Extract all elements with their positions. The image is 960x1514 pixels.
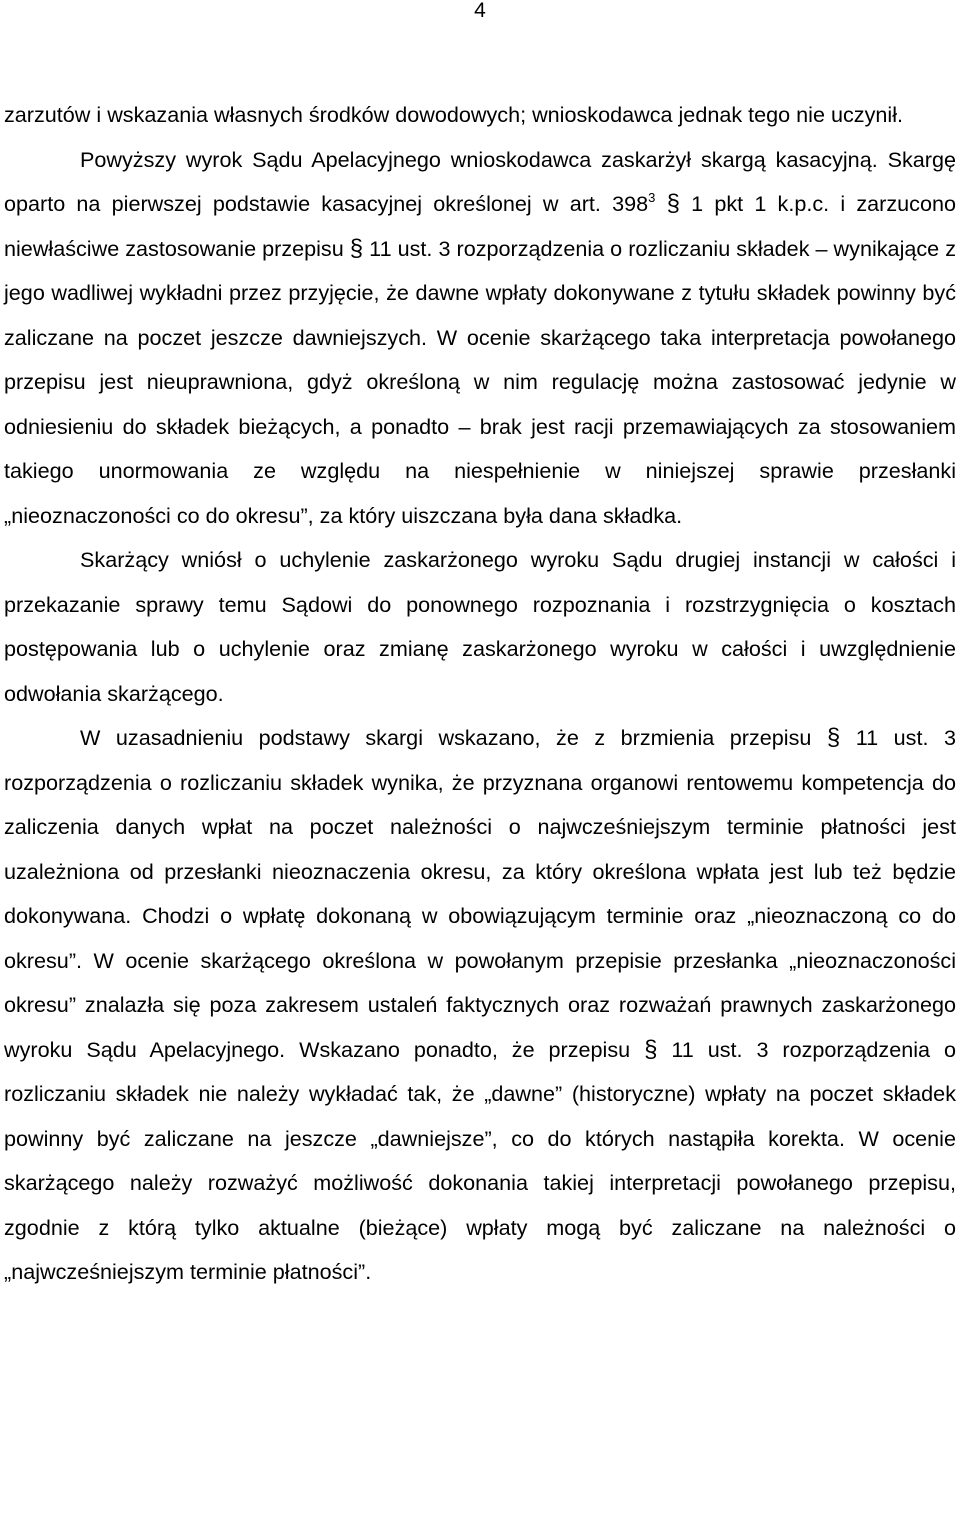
superscript-3: 3 — [648, 190, 656, 205]
paragraph-3 — [4, 538, 956, 716]
section-sign: § — [644, 1035, 658, 1063]
document-body — [4, 93, 956, 1295]
paragraph-1 — [4, 93, 956, 138]
paragraph-4-text-c: 11 ust. 3 rozporządzenia o rozliczaniu składek nie należy wykładać tak, że „dawne” (historyczne) wpłaty na poczet składek powinny być zaliczane na jeszcze „dawniejsze”, co do których nastąpiła korekta. W ocenie skarżącego należy rozważyć możliwość dokonania takiej interpretacji powołanego przepisu, zgodnie z którą tylko aktualne (bieżące) wpłaty mogą być zaliczane na należności o „najwcześniejszym terminie płatności”. — [4, 1036, 956, 1284]
paragraph-3-text: Skarżący wniósł o uchylenie zaskarżonego wyroku Sądu drugiej instancji w całości i przekazanie sprawy temu Sądowi do ponownego rozpoznania i rozstrzygnięcia o kosztach postępowania lub o uchylenie oraz zmianę zaskarżonego wyroku w całości i uwzględnienie odwołania skarżącego. — [4, 547, 956, 706]
paragraph-1-text: zarzutów i wskazania własnych środków dowodowych; wnioskodawca jednak tego nie uczynił. — [4, 102, 903, 127]
paragraph-4-text-a: W uzasadnieniu podstawy skargi wskazano, że z brzmienia przepisu — [80, 725, 827, 750]
paragraph-2-text-b: 1 pkt 1 k.p.c. i zarzucono niewłaściwe zastosowanie przepisu — [4, 191, 956, 261]
section-sign: § — [349, 234, 364, 262]
paragraph-2-text-a: Powyższy wyrok Sądu Apelacyjnego wnioskodawca zaskarżył skargą kasacyjną. Skargę oparto na pierwszej podstawie kasacyjnej określonej w art. 398 — [4, 146, 956, 216]
page-number: 4 — [474, 0, 486, 22]
section-sign: § — [666, 190, 680, 217]
paragraph-2-text-c: 11 ust. 3 rozporządzenia o rozliczaniu składek – wynikające z jego wadliwej wykładni przez przyjęcie, że dawne wpłaty dokonywane z tytułu składek powinny być zaliczane na poczet jeszcze dawniejszych. W ocenie skarżącego taka interpretacja powołanego przepisu jest nieuprawniona, gdyż określoną w nim regulację można zastosować jedynie w odniesieniu do składek bieżących, a ponadto – brak jest racji przemawiających za stosowaniem takiego unormowania ze względu na niespełnienie w niniejszej sprawie przesłanki „nieoznaczoności co do okresu”, za który uiszczana była dana składka. — [4, 235, 957, 528]
paragraph-2 — [4, 138, 956, 539]
paragraph-4-text-b: 11 ust. 3 rozporządzenia o rozliczaniu składek wynika, że przyznana organowi rentowemu kompetencja do zaliczenia danych wpłat na poczet należności o najwcześniejszym terminie płatności jest uzależniona od przesłanki nieoznaczenia okresu, za który określona wpłata jest lub też będzie dokonywana. Chodzi o wpłatę dokonaną w obowiązującym terminie oraz „nieoznaczoną co do okresu”. W ocenie skarżącego określona w powołanym przepisie przesłanka „nieoznaczoności okresu” znalazła się poza zakresem ustaleń faktycznych oraz rozważań prawnych zaskarżonego wyroku Sądu Apelacyjnego. Wskazano ponadto, że przepisu — [4, 725, 956, 1062]
section-sign: § — [826, 724, 841, 751]
paragraph-4 — [4, 716, 956, 1295]
